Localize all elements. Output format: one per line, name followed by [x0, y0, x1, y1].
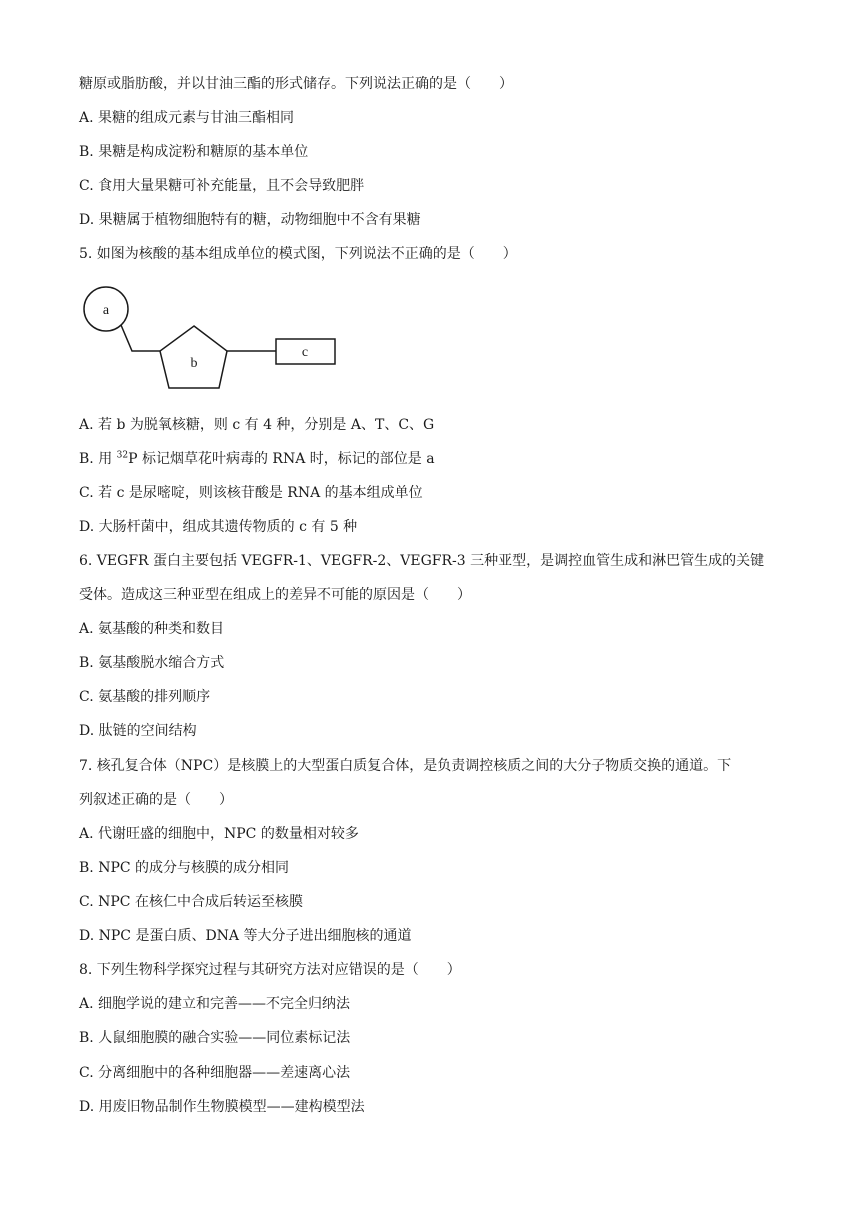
bond-a-b: [121, 325, 160, 351]
q7-option-d: D. NPC 是蛋白质、DNA 等大分子进出细胞核的通道: [79, 928, 412, 944]
q8-option-b: B. 人鼠细胞膜的融合实验——同位素标记法: [79, 1030, 351, 1046]
q6-option-b: B. 氨基酸脱水缩合方式: [79, 655, 225, 671]
q8-option-c: C. 分离细胞中的各种细胞器——差速离心法: [79, 1065, 351, 1081]
q8-stem: 8. 下列生物科学探究过程与其研究方法对应错误的是（ ）: [79, 962, 461, 978]
q5-option-b-rest: P 标记烟草花叶病毒的 RNA 时，标记的部位是 a: [128, 451, 435, 467]
q5-option-d: D. 大肠杆菌中，组成其遗传物质的 c 有 5 种: [79, 519, 358, 535]
q5-option-b: [79, 449, 435, 469]
q6-option-d: D. 肽链的空间结构: [79, 723, 197, 739]
label-b: b: [190, 356, 198, 371]
q4-option-a: A. 果糖的组成元素与甘油三酯相同: [79, 110, 295, 126]
q5-option-a: A. 若 b 为脱氧核糖，则 c 有 4 种，分别是 A、T、C、G: [79, 417, 435, 433]
q7-option-b: B. NPC 的成分与核膜的成分相同: [79, 860, 290, 876]
q6-option-a: A. 氨基酸的种类和数目: [79, 621, 225, 637]
q5-option-b-superscript: 32: [116, 450, 129, 461]
q4-stem-tail: 糖原或脂肪酸，并以甘油三酯的形式储存。下列说法正确的是（ ）: [79, 76, 513, 92]
q5-option-c: C. 若 c 是尿嘧啶，则该核苷酸是 RNA 的基本组成单位: [79, 485, 423, 501]
label-a: a: [102, 303, 110, 318]
q4-option-c: C. 食用大量果糖可补充能量，且不会导致肥胖: [79, 178, 365, 194]
q8-option-a: A. 细胞学说的建立和完善——不完全归纳法: [79, 996, 351, 1012]
q5-option-b-prefix: B. 用: [79, 451, 117, 467]
q4-option-d: D. 果糖属于植物细胞特有的糖，动物细胞中不含有果糖: [79, 212, 421, 228]
q7-stem-line1: 7. 核孔复合体（NPC）是核膜上的大型蛋白质复合体，是负责调控核质之间的大分子物质交换的通道。下: [79, 758, 732, 774]
q8-option-d: D. 用废旧物品制作生物膜模型——建构模型法: [79, 1099, 365, 1115]
q7-option-c: C. NPC 在核仁中合成后转运至核膜: [79, 894, 303, 910]
q5-stem: 5. 如图为核酸的基本组成单位的模式图，下列说法不正确的是（ ）: [79, 246, 517, 262]
q4-option-b: B. 果糖是构成淀粉和糖原的基本单位: [79, 144, 309, 160]
q6-stem-line1: 6. VEGFR 蛋白主要包括 VEGFR-1、VEGFR-2、VEGFR-3 三种亚型，是调控血管生成和淋巴管生成的关键: [79, 553, 765, 569]
q7-option-a: A. 代谢旺盛的细胞中，NPC 的数量相对较多: [79, 826, 359, 842]
q6-stem-line2: 受体。造成这三种亚型在组成上的差异不可能的原因是（ ）: [79, 587, 471, 603]
q7-stem-line2: 列叙述正确的是（ ）: [79, 792, 233, 808]
q6-option-c: C. 氨基酸的排列顺序: [79, 689, 211, 705]
nucleotide-diagram: [78, 282, 348, 397]
label-c: c: [301, 345, 309, 360]
